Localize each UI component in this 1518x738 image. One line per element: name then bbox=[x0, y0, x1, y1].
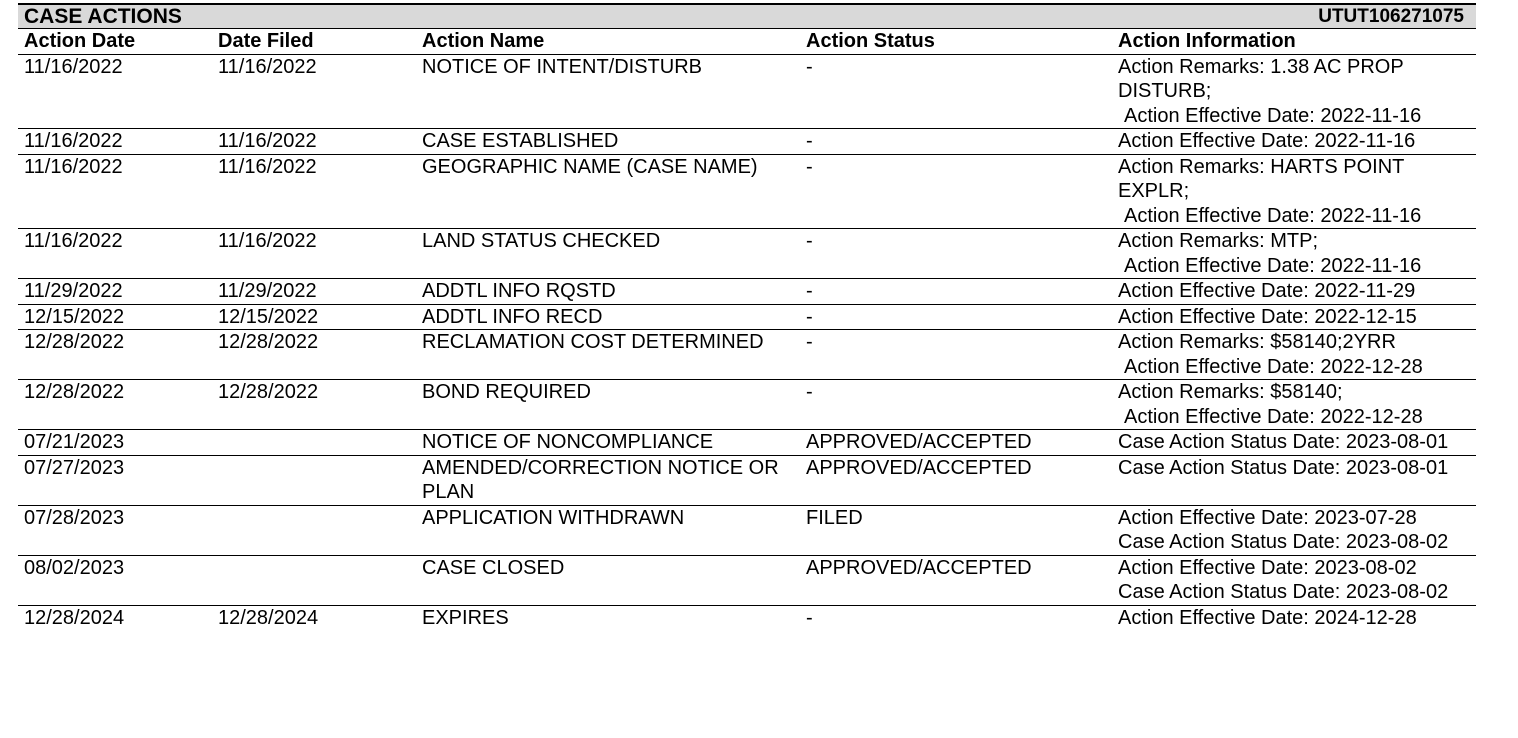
cell-action-status: - bbox=[800, 54, 1112, 129]
cell-action-information bbox=[1112, 330, 1476, 380]
section-header bbox=[18, 3, 1476, 29]
action-info-line: Case Action Status Date: 2023-08-01 bbox=[1118, 431, 1449, 453]
section-title: CASE ACTIONS bbox=[24, 4, 182, 28]
cell-action-information bbox=[1112, 430, 1476, 456]
case-actions-section bbox=[18, 3, 1476, 630]
cell-action-information bbox=[1112, 505, 1476, 555]
cell-action-status: - bbox=[800, 129, 1112, 155]
cell-action-status: FILED bbox=[800, 505, 1112, 555]
cell-action-information bbox=[1112, 455, 1476, 505]
cell-action-name: ADDTL INFO RECD bbox=[416, 304, 800, 330]
table-row bbox=[18, 304, 1476, 330]
table-row bbox=[18, 505, 1476, 555]
cell-action-name: BOND REQUIRED bbox=[416, 380, 800, 430]
cell-action-information bbox=[1112, 229, 1476, 279]
cell-action-status: - bbox=[800, 380, 1112, 430]
table-body bbox=[18, 54, 1476, 630]
column-header-date-filed: Date Filed bbox=[212, 29, 416, 54]
action-info-line: Case Action Status Date: 2023-08-02 bbox=[1118, 581, 1449, 603]
cell-date-filed bbox=[212, 555, 416, 605]
cell-action-name: RECLAMATION COST DETERMINED bbox=[416, 330, 800, 380]
action-info-line: Action Effective Date: 2022-11-16 bbox=[1124, 204, 1422, 227]
cell-action-information bbox=[1112, 605, 1476, 630]
action-info-line: Case Action Status Date: 2023-08-02 bbox=[1118, 531, 1449, 553]
cell-date-filed: 12/15/2022 bbox=[212, 304, 416, 330]
cell-action-date: 11/16/2022 bbox=[18, 54, 212, 129]
table-row bbox=[18, 430, 1476, 456]
cell-date-filed: 12/28/2024 bbox=[218, 606, 319, 629]
cell-action-name: LAND STATUS CHECKED bbox=[416, 229, 800, 279]
cell-action-name: AMENDED/CORRECTION NOTICE OR PLAN bbox=[416, 455, 800, 505]
table-row bbox=[18, 380, 1476, 430]
case-actions-table bbox=[18, 29, 1476, 630]
cell-action-status: - bbox=[806, 606, 813, 629]
cell-action-date: 11/16/2022 bbox=[18, 129, 212, 155]
action-info-line: Action Effective Date: 2022-12-15 bbox=[1118, 305, 1417, 328]
cell-action-name: NOTICE OF INTENT/DISTURB bbox=[416, 54, 800, 129]
table-row bbox=[18, 555, 1476, 605]
cell-action-status: - bbox=[800, 330, 1112, 380]
table-row bbox=[18, 605, 1476, 630]
cell-action-date: 12/28/2024 bbox=[24, 606, 125, 629]
table-row bbox=[18, 154, 1476, 229]
cell-action-information bbox=[1112, 555, 1476, 605]
cell-date-filed bbox=[212, 430, 416, 456]
cell-action-date: 12/28/2022 bbox=[18, 380, 212, 430]
cell-date-filed: 11/16/2022 bbox=[212, 54, 416, 129]
cell-date-filed: 11/16/2022 bbox=[212, 154, 416, 229]
cell-action-information bbox=[1112, 279, 1476, 305]
table-row bbox=[18, 229, 1476, 279]
table-row bbox=[18, 330, 1476, 380]
action-info-line: Action Effective Date: 2022-11-16 bbox=[1124, 254, 1422, 277]
action-info-line: Action Remarks: $58140; bbox=[1118, 381, 1343, 403]
cell-action-date: 07/28/2023 bbox=[18, 505, 212, 555]
cell-date-filed: 12/28/2022 bbox=[212, 330, 416, 380]
cell-action-name: GEOGRAPHIC NAME (CASE NAME) bbox=[416, 154, 800, 229]
cell-action-name: EXPIRES bbox=[422, 606, 509, 629]
table-header-row bbox=[18, 29, 1476, 54]
action-info-line: Action Effective Date: 2022-11-16 bbox=[1124, 104, 1422, 127]
action-info-line: Action Effective Date: 2024-12-28 bbox=[1118, 606, 1417, 629]
cell-action-date: 12/28/2022 bbox=[18, 330, 212, 380]
column-header-action-name: Action Name bbox=[416, 29, 800, 54]
cell-action-status: - bbox=[800, 229, 1112, 279]
cell-action-name: CASE ESTABLISHED bbox=[416, 129, 800, 155]
cell-date-filed: 11/29/2022 bbox=[212, 279, 416, 305]
action-info-line: Action Effective Date: 2022-12-28 bbox=[1124, 355, 1423, 378]
action-info-line: Action Remarks: MTP; bbox=[1118, 230, 1319, 252]
cell-action-information bbox=[1112, 129, 1476, 155]
cell-action-date: 12/15/2022 bbox=[18, 304, 212, 330]
column-header-action-status: Action Status bbox=[800, 29, 1112, 54]
cell-action-status: APPROVED/ACCEPTED bbox=[800, 430, 1112, 456]
cell-action-date: 11/16/2022 bbox=[18, 229, 212, 279]
cell-action-information bbox=[1112, 304, 1476, 330]
cell-date-filed: 12/28/2022 bbox=[212, 380, 416, 430]
cell-action-status: APPROVED/ACCEPTED bbox=[800, 455, 1112, 505]
action-info-line: Action Remarks: HARTS POINT EXPLR; bbox=[1118, 155, 1404, 202]
cell-action-status: - bbox=[800, 304, 1112, 330]
column-header-action-date: Action Date bbox=[18, 29, 212, 54]
action-info-line: Case Action Status Date: 2023-08-01 bbox=[1118, 456, 1449, 479]
table-row bbox=[18, 455, 1476, 505]
cell-action-date: 07/21/2023 bbox=[18, 430, 212, 456]
cell-action-information bbox=[1112, 380, 1476, 430]
cell-action-information bbox=[1112, 154, 1476, 229]
cell-action-name: NOTICE OF NONCOMPLIANCE bbox=[416, 430, 800, 456]
cell-action-status: - bbox=[800, 154, 1112, 229]
column-header-action-information: Action Information bbox=[1112, 29, 1476, 54]
cell-action-status: - bbox=[800, 279, 1112, 305]
cell-action-date: 11/16/2022 bbox=[18, 154, 212, 229]
table-row bbox=[18, 54, 1476, 129]
cell-date-filed bbox=[212, 455, 416, 505]
action-info-line: Action Remarks: 1.38 AC PROP DISTURB; bbox=[1118, 55, 1404, 102]
action-info-line: Action Effective Date: 2022-11-29 bbox=[1118, 280, 1416, 302]
cell-action-date: 07/27/2023 bbox=[18, 455, 212, 505]
case-id: UTUT106271075 bbox=[1318, 5, 1464, 27]
cell-action-name: APPLICATION WITHDRAWN bbox=[416, 505, 800, 555]
action-info-line: Action Effective Date: 2023-07-28 bbox=[1118, 506, 1417, 529]
action-info-line: Action Effective Date: 2022-11-16 bbox=[1118, 130, 1416, 152]
cell-action-date: 08/02/2023 bbox=[18, 555, 212, 605]
cell-action-name: ADDTL INFO RQSTD bbox=[416, 279, 800, 305]
cell-action-information bbox=[1112, 54, 1476, 129]
cell-date-filed: 11/16/2022 bbox=[212, 229, 416, 279]
cell-date-filed: 11/16/2022 bbox=[212, 129, 416, 155]
cell-action-status: APPROVED/ACCEPTED bbox=[800, 555, 1112, 605]
action-info-line: Action Effective Date: 2023-08-02 bbox=[1118, 556, 1417, 579]
action-info-line: Action Effective Date: 2022-12-28 bbox=[1124, 405, 1423, 428]
action-info-line: Action Remarks: $58140;2YRR bbox=[1118, 331, 1396, 353]
cell-action-date: 11/29/2022 bbox=[18, 279, 212, 305]
table-row bbox=[18, 129, 1476, 155]
cell-action-name: CASE CLOSED bbox=[416, 555, 800, 605]
cell-date-filed bbox=[212, 505, 416, 555]
table-row bbox=[18, 279, 1476, 305]
